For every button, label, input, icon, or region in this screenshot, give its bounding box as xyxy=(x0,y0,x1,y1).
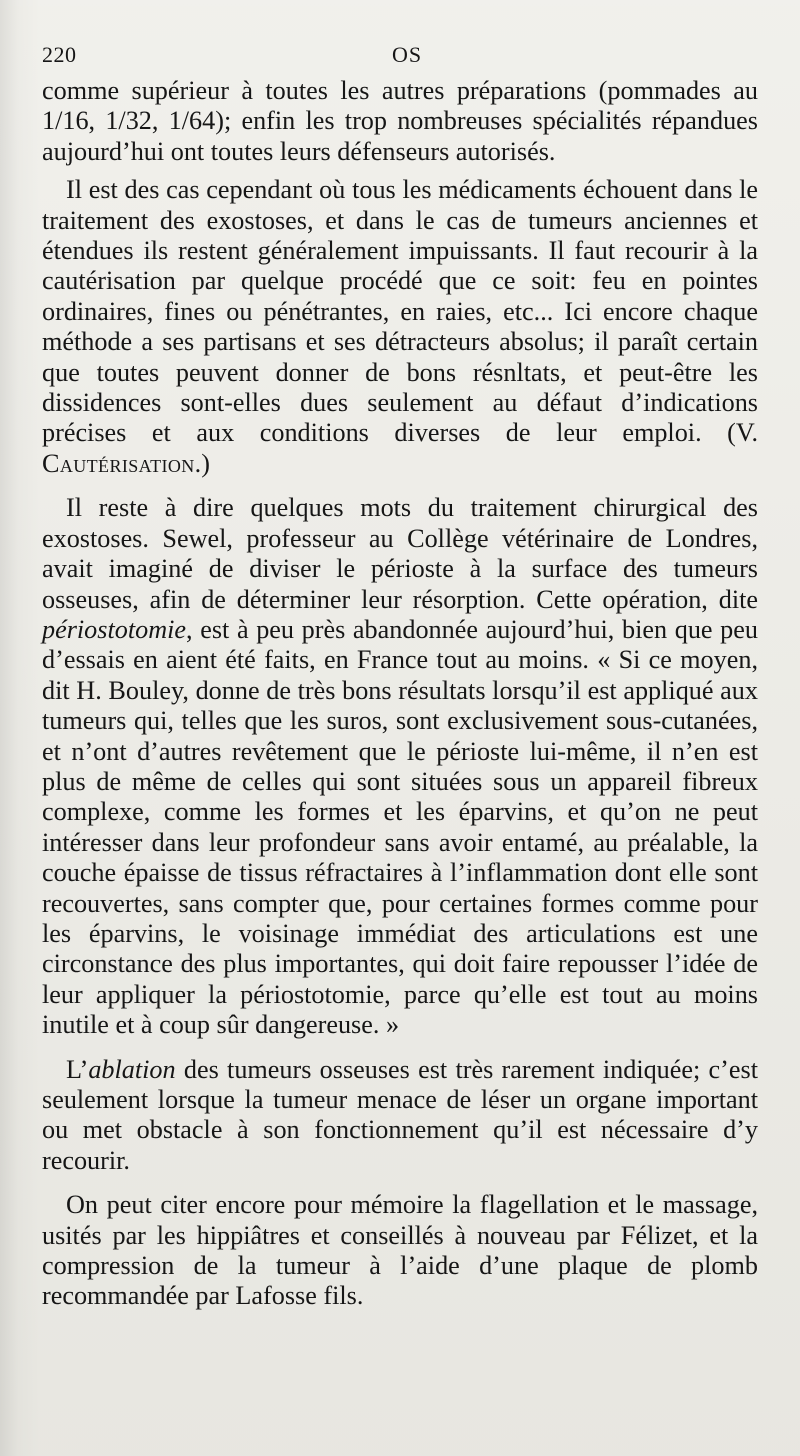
paragraph-continuation xyxy=(42,76,758,167)
paragraph-text: On peut citer encore pour mémoire la flagellation et le massage, usités par les hippiâtres et conseillés à nouveau par Félizet, et la compression de la tumeur à l’aide d’une plaque de plomb recommandée par Lafosse fils. xyxy=(42,1190,758,1311)
running-head xyxy=(42,42,758,68)
page-number: 220 xyxy=(42,42,77,67)
paragraph-text-end: .) xyxy=(194,448,210,478)
cross-reference: Cautérisation xyxy=(42,448,195,478)
paragraph-text-end: , est à peu près abandonnée aujourd’hui, bien que peu d’essais en aient été faits, en France tout au moins. « Si ce moyen, dit H. Bouley, donne de très bons résultats lorsqu’il est appliqué aux tumeurs qui, telles que les suros, sont exclusivement sous-cutanées, et n’ont d’autres revêtement que le périoste lui-même, il n’en est plus de même de celles qui sont situées sous un appareil fibreux complexe, comme les formes et les éparvins, et qu’on ne peut intéresser dans leur profondeur sans avoir entamé, au préalable, la couche épaisse de tissus réfractaires à l’inflammation dont elle sont recouvertes, sans compter que, pour certaines formes comme pour les éparvins, le voisinage immédiat des articulations est une circonstance des plus importantes, qui doit faire repousser l’idée de leur appliquer la périostotomie, parce qu’elle est tout au moins inutile et à coup sûr dangereuse. » xyxy=(42,614,758,1040)
paragraph-other-methods xyxy=(42,1190,758,1312)
running-title: OS xyxy=(392,42,423,67)
body-text xyxy=(42,76,758,1312)
paragraph-text: Il est des cas cependant où tous les médicaments échouent dans le traitement des exostoses, et dans le cas de tumeurs anciennes et étendues ils restent généralement impuissants. Il faut recourir à la cautérisation par quelque procédé que ce soit: feu en pointes ordinaires, fines ou pénétrantes, en raies, etc... Ici encore chaque méthode a ses partisans et ses détracteurs absolus; il paraît certain que toutes peuvent donner de bons résnltats, et peut-être les dissidences sont-elles dues seulement au défaut d’indications précises et aux conditions diverses de leur emploi. (V. xyxy=(42,175,758,448)
paragraph-cauterization xyxy=(42,175,758,479)
paragraph-surgical-treatment xyxy=(42,493,758,1040)
paragraph-ablation xyxy=(42,1055,758,1177)
paragraph-text-end: des tumeurs osseuses est très rarement indiquée; c’est seulement lorsque la tumeur menace de léser un organe important ou met obstacle à son fonctionnement qu’il est nécessaire d’y recourir. xyxy=(42,1054,758,1175)
italic-term: ablation xyxy=(88,1054,176,1084)
paragraph-text: L’ xyxy=(66,1054,89,1084)
paragraph-text: comme supérieur à toutes les autres préparations (pommades au 1/16, 1/32, 1/64); enfin les trop nombreuses spécialités répandues aujourd’hui ont toutes leurs défenseurs autorisés. xyxy=(42,76,758,166)
paragraph-text: Il reste à dire quelques mots du traitement chirurgical des exostoses. Sewel, professeur au Collège vétérinaire de Londres, avait imaginé de diviser le périoste à la surface des tumeurs osseuses, afin de déterminer leur résorption. Cette opération, dite xyxy=(42,493,758,614)
italic-term: périostotomie xyxy=(42,614,187,644)
